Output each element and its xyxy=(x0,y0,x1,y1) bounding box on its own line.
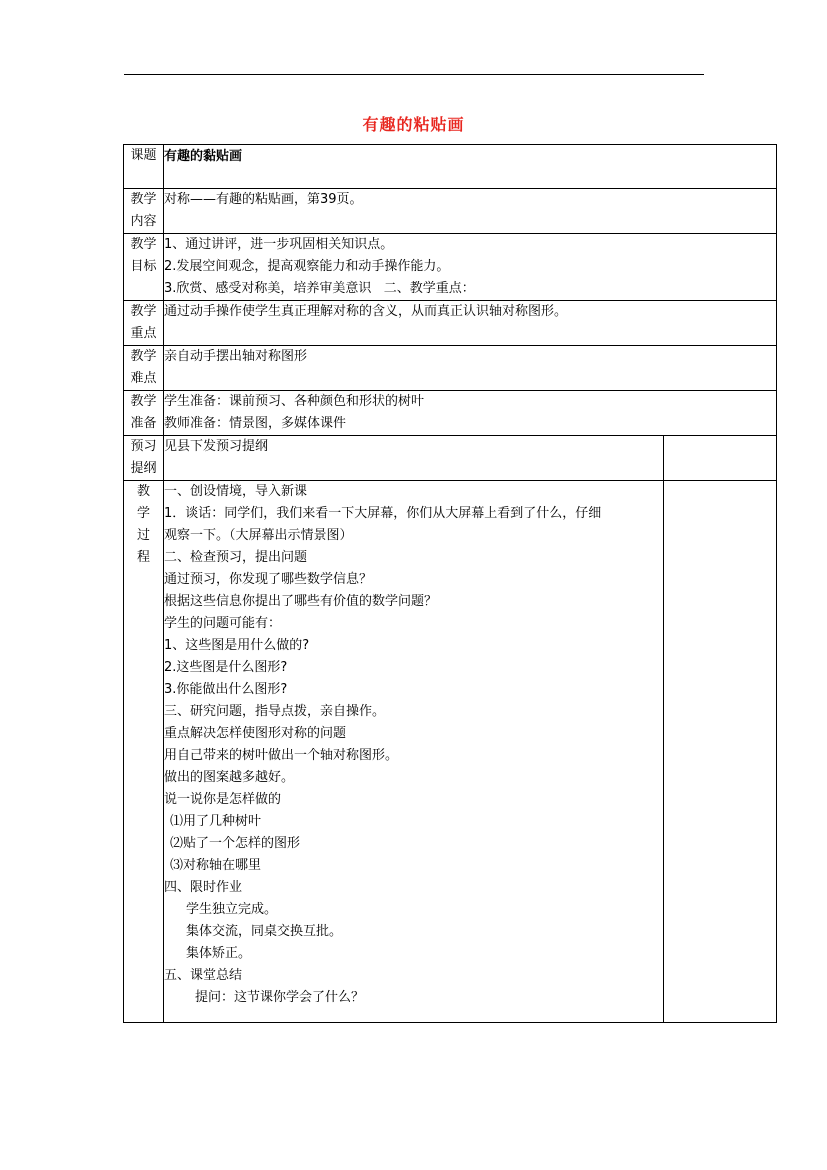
row-key-points xyxy=(124,301,777,346)
text-line: 对称——有趣的粘贴画，第39页。 xyxy=(164,192,363,207)
text-line: 1、通过讲评，进一步巩固相关知识点。 xyxy=(164,237,394,252)
label-text: 教学 xyxy=(130,304,157,319)
text-line: ⑵贴了一个怎样的图形 xyxy=(170,836,301,851)
topic-text: 有趣的黏贴画 xyxy=(164,149,243,164)
text-line: 通过预习，你发现了哪些数学信息？ xyxy=(164,572,373,587)
text-line: 3.你能做出什么图形? xyxy=(164,682,288,697)
row-label xyxy=(124,234,164,301)
row-label xyxy=(124,346,164,391)
text-line: 学生独立完成。 xyxy=(186,902,278,917)
label-text: 目标 xyxy=(130,259,157,274)
label-text: 教学 xyxy=(130,394,157,409)
row-topic xyxy=(124,145,777,189)
text-line: 1、这些图是用什么做的? xyxy=(164,638,310,653)
text-line: 三、研究问题，指导点拨，亲自操作。 xyxy=(164,704,386,719)
row-preview xyxy=(124,436,777,481)
text-line: 提问：这节课你学会了什么？ xyxy=(195,990,365,1005)
text-line: 观察一下。（大屏幕出示情景图） xyxy=(164,528,353,543)
row-label xyxy=(124,189,164,234)
label-text: 教学 xyxy=(130,192,157,207)
notes-cell xyxy=(664,481,777,1023)
text-line: 用自己带来的树叶做出一个轴对称图形。 xyxy=(164,748,399,763)
text-line: 四、限时作业 xyxy=(164,880,243,895)
row-objectives xyxy=(124,234,777,301)
row-label xyxy=(124,145,164,189)
header-rule xyxy=(124,74,704,75)
preparation-cell xyxy=(164,391,777,436)
key-points-cell xyxy=(164,301,777,346)
text-line: ⑴用了几种树叶 xyxy=(170,814,262,829)
label-text: 提纲 xyxy=(130,461,157,476)
text-line: 见县下发预习提纲 xyxy=(164,439,269,454)
text-line: 教师准备：情景图，多媒体课件 xyxy=(164,416,347,431)
text-line: 重点解决怎样使图形对称的问题 xyxy=(164,726,347,741)
text-line: 集体矫正。 xyxy=(186,946,252,961)
text-line: 五、课堂总结 xyxy=(164,968,243,983)
row-content xyxy=(124,189,777,234)
text-line: 3.欣赏、感受对称美，培养审美意识 二、教学重点： xyxy=(164,281,475,296)
text-line: 学生的问题可能有： xyxy=(164,616,282,631)
text-line: 1．谈话：同学们，我们来看一下大屏幕，你们从大屏幕上看到了什么，仔细 xyxy=(164,506,602,521)
difficulties-cell xyxy=(164,346,777,391)
label-text: 教学 xyxy=(130,237,157,252)
label-text: 教学 xyxy=(130,349,157,364)
text-line: 做出的图案越多越好。 xyxy=(164,770,295,785)
lesson-plan-table xyxy=(123,144,777,1023)
label-text: 学 xyxy=(136,506,150,521)
row-label xyxy=(124,436,164,481)
text-line: 二、检查预习，提出问题 xyxy=(164,550,308,565)
row-preparation xyxy=(124,391,777,436)
label-text: 过 xyxy=(136,528,150,543)
text-line: 说一说你是怎样做的 xyxy=(164,792,282,807)
label-text: 内容 xyxy=(130,214,157,229)
row-label xyxy=(124,391,164,436)
label-text: 预习 xyxy=(130,439,157,454)
text-line: 学生准备：课前预习、各种颜色和形状的树叶 xyxy=(164,394,425,409)
label-text: 重点 xyxy=(130,326,157,341)
row-difficulties xyxy=(124,346,777,391)
label-text: 课题 xyxy=(130,148,157,163)
row-process xyxy=(124,481,777,1023)
text-line: 亲自动手摆出轴对称图形 xyxy=(164,349,308,364)
notes-cell xyxy=(664,436,777,481)
process-label xyxy=(124,481,164,1023)
text-line: 通过动手操作使学生真正理解对称的含义，从而真正认识轴对称图形。 xyxy=(164,304,568,319)
preview-cell xyxy=(164,436,664,481)
text-line: 2.这些图是什么图形? xyxy=(164,660,288,675)
content-cell xyxy=(164,189,777,234)
label-text: 难点 xyxy=(130,371,157,386)
text-line: ⑶对称轴在哪里 xyxy=(170,858,262,873)
label-text: 教 xyxy=(136,484,150,499)
topic-cell xyxy=(164,145,777,189)
document-title: 有趣的粘贴画 xyxy=(362,115,465,134)
objectives-cell xyxy=(164,234,777,301)
text-line: 集体交流，同桌交换互批。 xyxy=(186,924,343,939)
text-line: 根据这些信息你提出了哪些有价值的数学问题？ xyxy=(164,594,438,609)
label-text: 准备 xyxy=(130,416,157,431)
text-line: 一、创设情境，导入新课 xyxy=(164,484,308,499)
process-cell xyxy=(164,481,664,1023)
text-line: 2.发展空间观念，提高观察能力和动手操作能力。 xyxy=(164,259,450,274)
row-label xyxy=(124,301,164,346)
label-text: 程 xyxy=(136,550,150,565)
